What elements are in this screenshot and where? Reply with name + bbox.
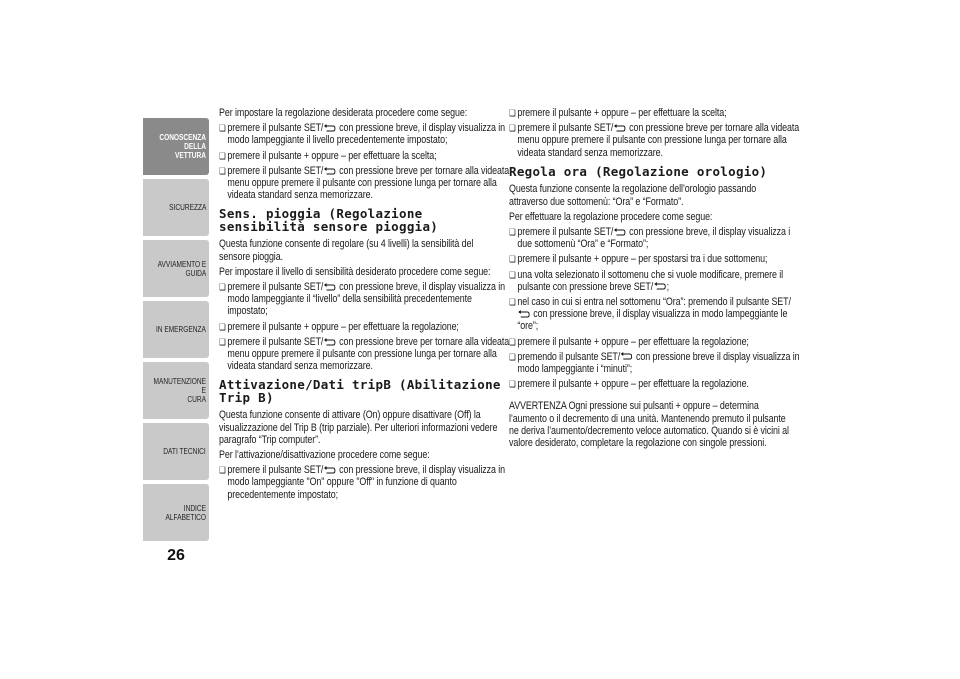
bullet-item: ❏ premere il pulsante SET/ con pressione breve per tornare alla videata menu oppure premere il pulsante con pressione lunga per tornare alla videata standard senza memorizzare.: [219, 165, 512, 202]
section-sidebar: [143, 118, 209, 545]
tab-sicurezza[interactable]: [143, 179, 209, 236]
tab-indice[interactable]: [143, 484, 209, 541]
bullet-item: ❏ premere il pulsante SET/ con pressione breve, il display visualizza in modo lampeggiante "On" oppure "Off" in funzione di quanto precedentemente impostato;: [219, 464, 512, 501]
warning-paragraph: AVVERTENZA Ogni pressione sui pulsanti + oppure – determina l’aumento o il decremento di una unità. Mantenendo premuto il pulsante ne deriva l’aumento/decremento veloce automatico. Quando si è vicini al valore desiderato, completare la regolazione con singole pressioni.: [509, 400, 789, 449]
return-arrow-icon: [653, 282, 666, 291]
bullet-item: ❏ premere il pulsante + oppure – per effettuare la regolazione;: [219, 321, 512, 333]
tab-dati-tecnici[interactable]: [143, 423, 209, 480]
return-arrow-icon: [323, 124, 336, 133]
tab-avviamento[interactable]: [143, 240, 209, 297]
bullet-item: ❏ premere il pulsante SET/ con pressione breve per tornare alla videata menu oppure premere il pulsante con pressione lunga per tornare alla videata standard senza memorizzare.: [509, 122, 802, 159]
tab-conoscenza[interactable]: [143, 118, 209, 175]
return-arrow-icon: [323, 167, 336, 176]
section-heading: Regola ora (Regolazione orologio): [509, 163, 768, 179]
paragraph: Per effettuare la regolazione procedere come segue:: [509, 210, 713, 223]
bullet-item: ❏ premere il pulsante + oppure – per spostarsi tra i due sottomenu;: [509, 253, 802, 265]
paragraph: Questa funzione consente di attivare (On) oppure disattivare (Off) la visualizzazione del Trip B (trip parziale). Per ulteriori informazioni vedere paragrafo “Trip computer”.: [219, 409, 498, 446]
tab-label: INDICE ALFABETICO: [165, 503, 206, 522]
tab-label: DATI TECNICI: [163, 447, 206, 456]
paragraph: Questa funzione consente di regolare (su 4 livelli) la sensibilità del sensore pioggia.: [219, 238, 474, 263]
paragraph: Per l’attivazione/disattivazione procedere come segue:: [219, 449, 430, 462]
right-column: [509, 107, 800, 452]
bullet-item: ❏ premere il pulsante SET/ con pressione breve, il display visualizza in modo lampeggiante il “livello” della sensibilità precedentemente impostato;: [219, 281, 512, 318]
return-arrow-icon: [323, 283, 336, 292]
bullet-item: ❏ premere il pulsante SET/ con pressione breve, il display visualizza i due sottomenù “Ora” e “Formato”;: [509, 226, 802, 250]
bullet-item: ❏ premere il pulsante SET/ con pressione breve per tornare alla videata menu oppure premere il pulsante con pressione lunga per tornare alla videata standard senza memorizzare.: [219, 336, 512, 373]
tab-label: CONOSCENZA DELLA VETTURA: [159, 133, 206, 160]
return-arrow-icon: [323, 338, 336, 347]
bullet-item: ❏ premere il pulsante SET/ con pressione breve, il display visualizza in modo lampeggiante il livello precedentemente impostato;: [219, 122, 512, 146]
return-arrow-icon: [517, 310, 530, 319]
paragraph: Per impostare la regolazione desiderata procedere come segue:: [219, 107, 468, 119]
tab-label: MANUTENZIONE E CURA: [153, 377, 206, 404]
tab-label: SICUREZZA: [168, 203, 206, 212]
page-number: 26: [167, 547, 185, 564]
bullet-item: ❏ premere il pulsante + oppure – per effettuare la scelta;: [219, 150, 512, 162]
bullet-item: ❏ una volta selezionato il sottomenu che si vuole modificare, premere il pulsante con pressione breve SET/ ;: [509, 269, 802, 293]
bullet-item: ❏ premere il pulsante + oppure – per effettuare la regolazione.: [509, 378, 802, 390]
left-column: [219, 107, 510, 504]
section-heading: Sens. pioggia (Regolazione sensibilità sensore pioggia): [219, 206, 439, 234]
return-arrow-icon: [613, 124, 626, 133]
tab-label: AVVIAMENTO E GUIDA: [157, 259, 206, 278]
return-arrow-icon: [323, 466, 336, 475]
tab-emergenza[interactable]: [143, 301, 209, 358]
paragraph: Questa funzione consente la regolazione dell’orologio passando attraverso due sottomenù: “Ora” e “Formato”.: [509, 183, 757, 208]
bullet-item: ❏ premere il pulsante + oppure – per effettuare la regolazione;: [509, 336, 802, 348]
return-arrow-icon: [613, 228, 626, 237]
paragraph: Per impostare il livello di sensibilità desiderato procedere come segue:: [219, 265, 491, 278]
bullet-item: ❏ premendo il pulsante SET/ con pressione breve il display visualizza in modo lampeggiante i “minuti”;: [509, 351, 802, 375]
bullet-item: ❏ premere il pulsante + oppure – per effettuare la scelta;: [509, 107, 802, 119]
tab-manutenzione[interactable]: [143, 362, 209, 419]
bullet-item: ❏ nel caso in cui si entra nel sottomenu “Ora”: premendo il pulsante SET/ con pressione breve, il display visualizza in modo lampeggiante le “ore”;: [509, 296, 802, 333]
section-heading: Attivazione/Dati tripB (Abilitazione Trip B): [219, 377, 501, 405]
tab-label: IN EMERGENZA: [156, 325, 206, 334]
return-arrow-icon: [620, 352, 633, 361]
